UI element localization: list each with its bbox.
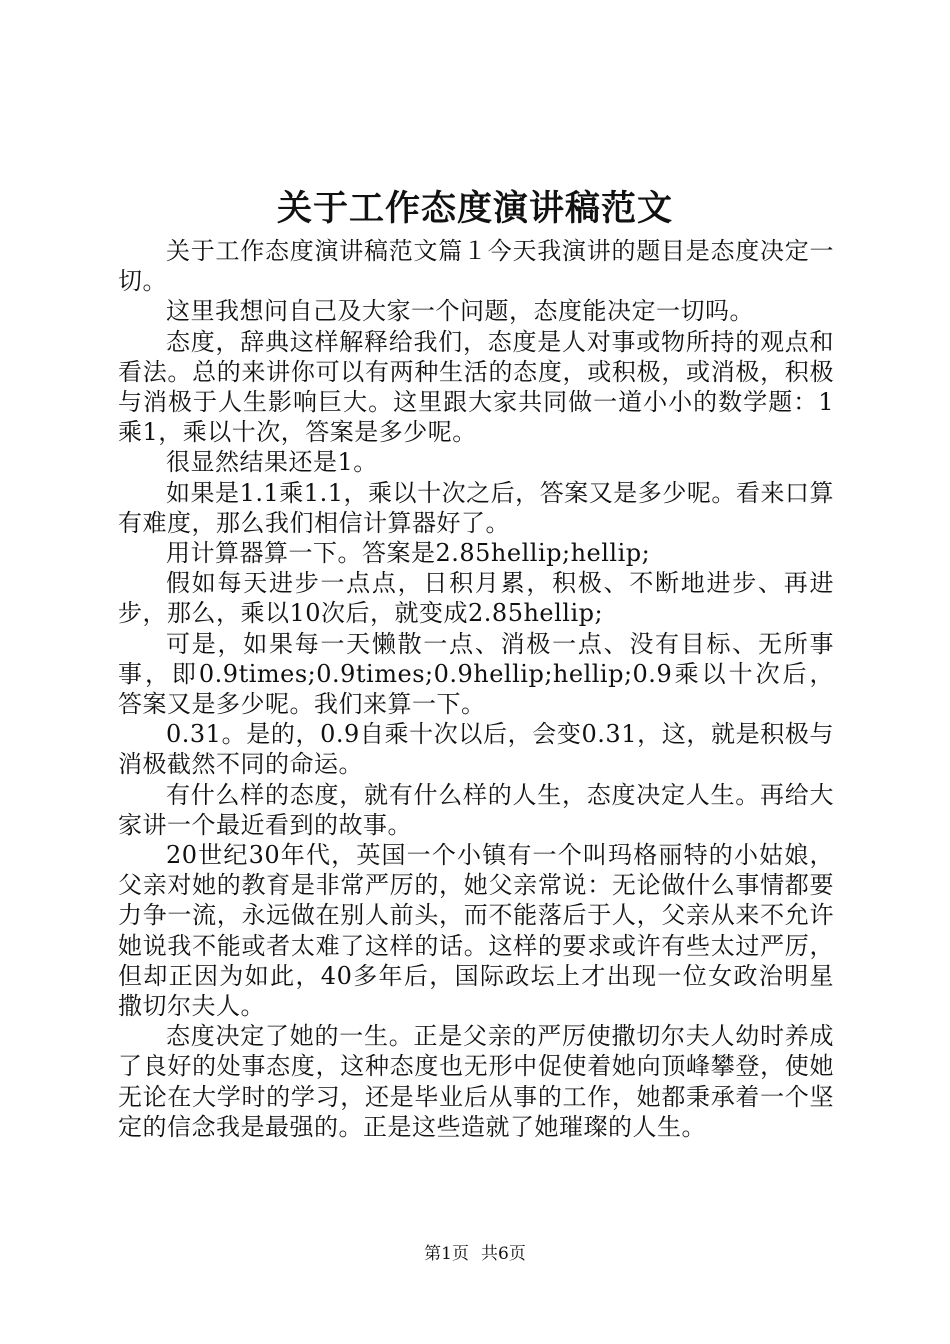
page-number: 第1页 bbox=[424, 1244, 469, 1264]
document-title: 关于工作态度演讲稿范文 bbox=[276, 188, 673, 229]
paragraph-10: 有什么样的态度，就有什么样的人生，态度决定人生。再给大家讲一个最近看到的故事。 bbox=[118, 780, 834, 839]
paragraph-5: 如果是1.1乘1.1，乘以十次之后，答案又是多少呢。看来口算有难度，那么我们相信计算器好了。 bbox=[118, 478, 834, 537]
document-body bbox=[118, 236, 834, 1142]
paragraph-2: 这里我想问自己及大家一个问题，态度能决定一切吗。 bbox=[166, 297, 754, 326]
paragraph-7: 假如每天进步一点点，日积月累，积极、不断地进步、再进步，那么，乘以10次后，就变成2.85hellip; bbox=[118, 569, 834, 628]
paragraph-8: 可是，如果每一天懒散一点、消极一点、没有目标、无所事事，即0.9times;0.9times;0.9hellip;hellip;0.9乘以十次后，答案又是多少呢。我们来算一下。 bbox=[118, 629, 834, 719]
page-total: 共6页 bbox=[481, 1244, 526, 1264]
paragraph-1: 关于工作态度演讲稿范文篇１今天我演讲的题目是态度决定一切。 bbox=[118, 237, 834, 296]
paragraph-9: 0.31。是的，0.9自乘十次以后，会变0.31，这，就是积极与消极截然不同的命运。 bbox=[118, 720, 834, 779]
paragraph-3: 态度，辞典这样解释给我们，态度是人对事或物所持的观点和看法。总的来讲你可以有两种生活的态度，或积极，或消极，积极与消极于人生影响巨大。这里跟大家共同做一道小小的数学题：1乘1，乘以十次，答案是多少呢。 bbox=[118, 327, 834, 447]
paragraph-4: 很显然结果还是1。 bbox=[166, 448, 378, 477]
paragraph-11: 20世纪30年代，英国一个小镇有一个叫玛格丽特的小姑娘，父亲对她的教育是非常严厉的，她父亲常说：无论做什么事情都要力争一流，永远做在别人前头，而不能落后于人，父亲从来不允许她说我不能或者太难了这样的话。这样的要求或许有些太过严厉，但却正因为如此，40多年后，国际政坛上才出现一位女政治明星撒切尔夫人。 bbox=[118, 841, 834, 1021]
paragraph-12: 态度决定了她的一生。正是父亲的严厉使撒切尔夫人幼时养成了良好的处事态度，这种态度也无形中促使着她向顶峰攀登，使她无论在大学时的学习，还是毕业后从事的工作，她都秉承着一个坚定的信念我是最强的。正是这些造就了她璀璨的人生。 bbox=[118, 1022, 834, 1141]
page-footer bbox=[0, 1242, 950, 1266]
paragraph-6: 用计算器算一下。答案是2.85hellip;hellip; bbox=[166, 539, 651, 568]
